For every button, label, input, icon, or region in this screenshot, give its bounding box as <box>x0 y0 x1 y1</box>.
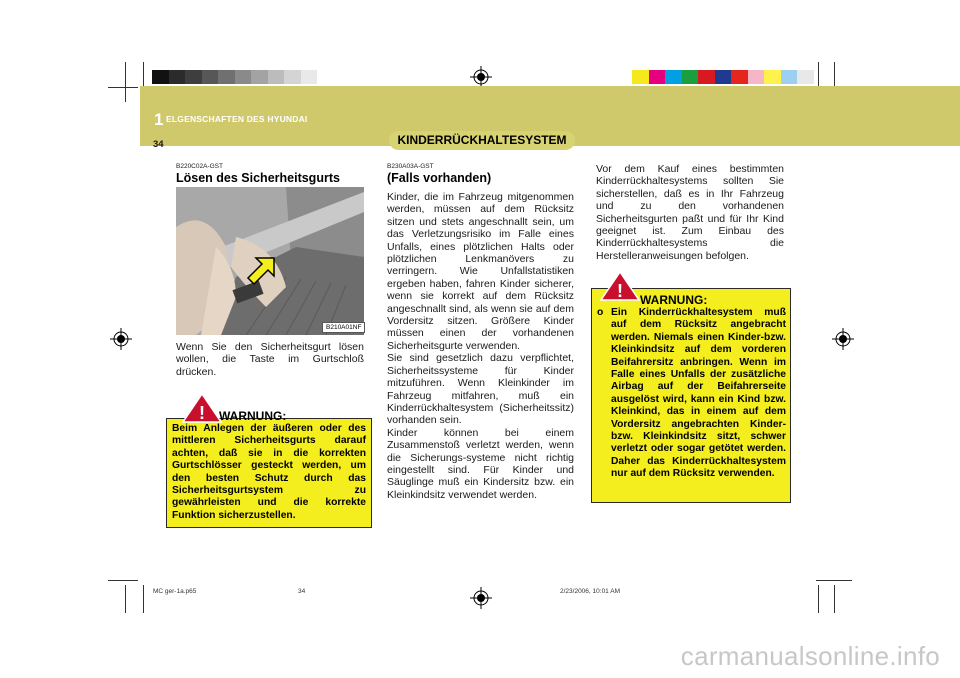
watermark: carmanualsonline.info <box>680 641 940 671</box>
color-swatch-5 <box>715 70 732 84</box>
topic-pill: KINDERRÜCKHALTESYSTEM <box>389 131 575 150</box>
gray-swatch-4 <box>218 70 235 84</box>
left-warning-title: WARNUNG: <box>219 409 287 423</box>
color-swatch-0 <box>632 70 649 84</box>
footer-page: 34 <box>298 588 306 595</box>
gray-swatch-7 <box>268 70 285 84</box>
registration-mark-left-icon <box>110 328 132 350</box>
right-warning-text: Ein Kinderrückhaltesystem muß auf dem Rücksitz angebracht werden. Niemals einen Kinder-bzw. Kleinkindsitz auf dem vorderen Beifahrersitz anbringen. Wenn im Falle eines Unfalls der zusätzliche Airbag auf der Beifahrerseite ausgelöst wird, kann ein Kind bzw. Kleinkind, das in einem auf dem Vordersitz angebrachten Kinder- bzw. Kleinkindsitz sitzt, schwer verletzt oder sogar getötet werden. Daher das Kinderrückhaltesystem nur auf dem Rücksitz verwenden. <box>611 307 786 480</box>
middle-heading: (Falls vorhanden) <box>387 171 492 185</box>
color-swatch-1 <box>649 70 666 84</box>
warning-triangle-icon <box>599 270 641 302</box>
middle-body-paragraph-2: Sie sind gesetzlich dazu verpflichtet, Sicherheitssysteme für Kinder mitzuführen. Wenn Kleinkinder im Fahrzeug mitfahren, muß ein Kinderrückhaltesystem (Sicherheitssitz) vorhanden sein. <box>387 352 574 427</box>
gray-swatch-6 <box>251 70 268 84</box>
left-warning-text: Beim Anlegen der äußeren oder des mittleren Sicherheitsgurts darauf achten, daß sie in die korrekten Gurtschlösser gesteckt werden, um den besten Schutz durch das Sicherheitsgurtsystem zu gewährleisten und die korrekte Funktion sicherzustellen. <box>172 423 366 521</box>
left-section-code: B220C02A-GST <box>176 163 223 170</box>
image-label: B210A01NF <box>322 322 365 333</box>
middle-body-paragraph-1: Kinder, die im Fahrzeug mitgenommen werden, müssen auf dem Rücksitz sitzen und stets angeschnallt sein, um das Verletzungsrisiko im Falle eines Unfalls, eines plötzlichen Halts oder plötzlichen Lenkmanövers zu verringern. Wie Unfallstatistiken ergeben haben, fahren Kinder sicherer, wenn sie korrekt auf dem Rücksitz angeschnallt sind, als wenn sie auf dem Vordersitz sitzen. Größere Kinder müssen einen der vorhandenen Sicherheitsgurte verwenden. <box>387 191 574 352</box>
registration-mark-top-icon <box>470 66 492 88</box>
color-swatch-10 <box>797 70 814 84</box>
svg-text:!: ! <box>199 403 205 423</box>
left-warning-box <box>166 409 372 528</box>
gray-swatch-0 <box>152 70 169 84</box>
color-swatch-7 <box>748 70 765 84</box>
gray-swatch-9 <box>301 70 318 84</box>
gray-swatch-bar <box>152 70 317 84</box>
gray-swatch-5 <box>235 70 252 84</box>
color-swatch-4 <box>698 70 715 84</box>
footer-timestamp: 2/23/2006, 10:01 AM <box>560 588 620 595</box>
page-number: 34 <box>153 139 164 150</box>
middle-section-code: B230A03A-GST <box>387 163 434 170</box>
warning-triangle-icon <box>181 392 223 424</box>
footer-file: MC ger-1a.p65 <box>153 588 197 595</box>
section-title: ELGENSCHAFTEN DES HYUNDAI <box>166 114 308 124</box>
color-swatch-3 <box>682 70 699 84</box>
section-number: 1 <box>154 110 164 129</box>
registration-mark-bottom-icon <box>470 587 492 609</box>
gray-swatch-3 <box>202 70 219 84</box>
left-body: Wenn Sie den Sicherheitsgurt lösen wollen, die Taste im Gurtschloß drücken. <box>176 341 364 378</box>
right-warning-bullet: o <box>597 307 604 318</box>
middle-body <box>387 191 574 501</box>
color-swatch-2 <box>665 70 682 84</box>
gray-swatch-2 <box>185 70 202 84</box>
right-warning-title: WARNUNG: <box>640 293 708 307</box>
gray-swatch-1 <box>169 70 186 84</box>
svg-text:!: ! <box>617 281 623 301</box>
color-swatch-bar <box>632 70 814 84</box>
gray-swatch-8 <box>284 70 301 84</box>
right-body: Vor dem Kauf eines bestimmten Kinderrückhaltesystems sollten Sie sicherstellen, daß es in Ihr Fahrzeug und zu den vorhandenen Sicherheitsgurten paßt und für Ihr Kind geeignet ist. Zum Einbau des Kinderrückhaltesystems die Herstelleranweisungen befolgen. <box>596 163 784 262</box>
press-arrow-icon <box>244 254 278 288</box>
registration-mark-right-icon <box>832 328 854 350</box>
color-swatch-9 <box>781 70 798 84</box>
color-swatch-8 <box>764 70 781 84</box>
right-warning-box <box>591 288 791 503</box>
color-swatch-6 <box>731 70 748 84</box>
left-heading: Lösen des Sicherheitsgurts <box>176 171 340 185</box>
middle-body-paragraph-3: Kinder können bei einem Zusammenstoß verletzt werden, wenn die Sicherungs-systeme nicht richtig eingestellt sind. Für Kinder und Säuglinge muß ein Kindersitz bzw. ein Kleinkindsitz verwendet werden. <box>387 426 574 501</box>
